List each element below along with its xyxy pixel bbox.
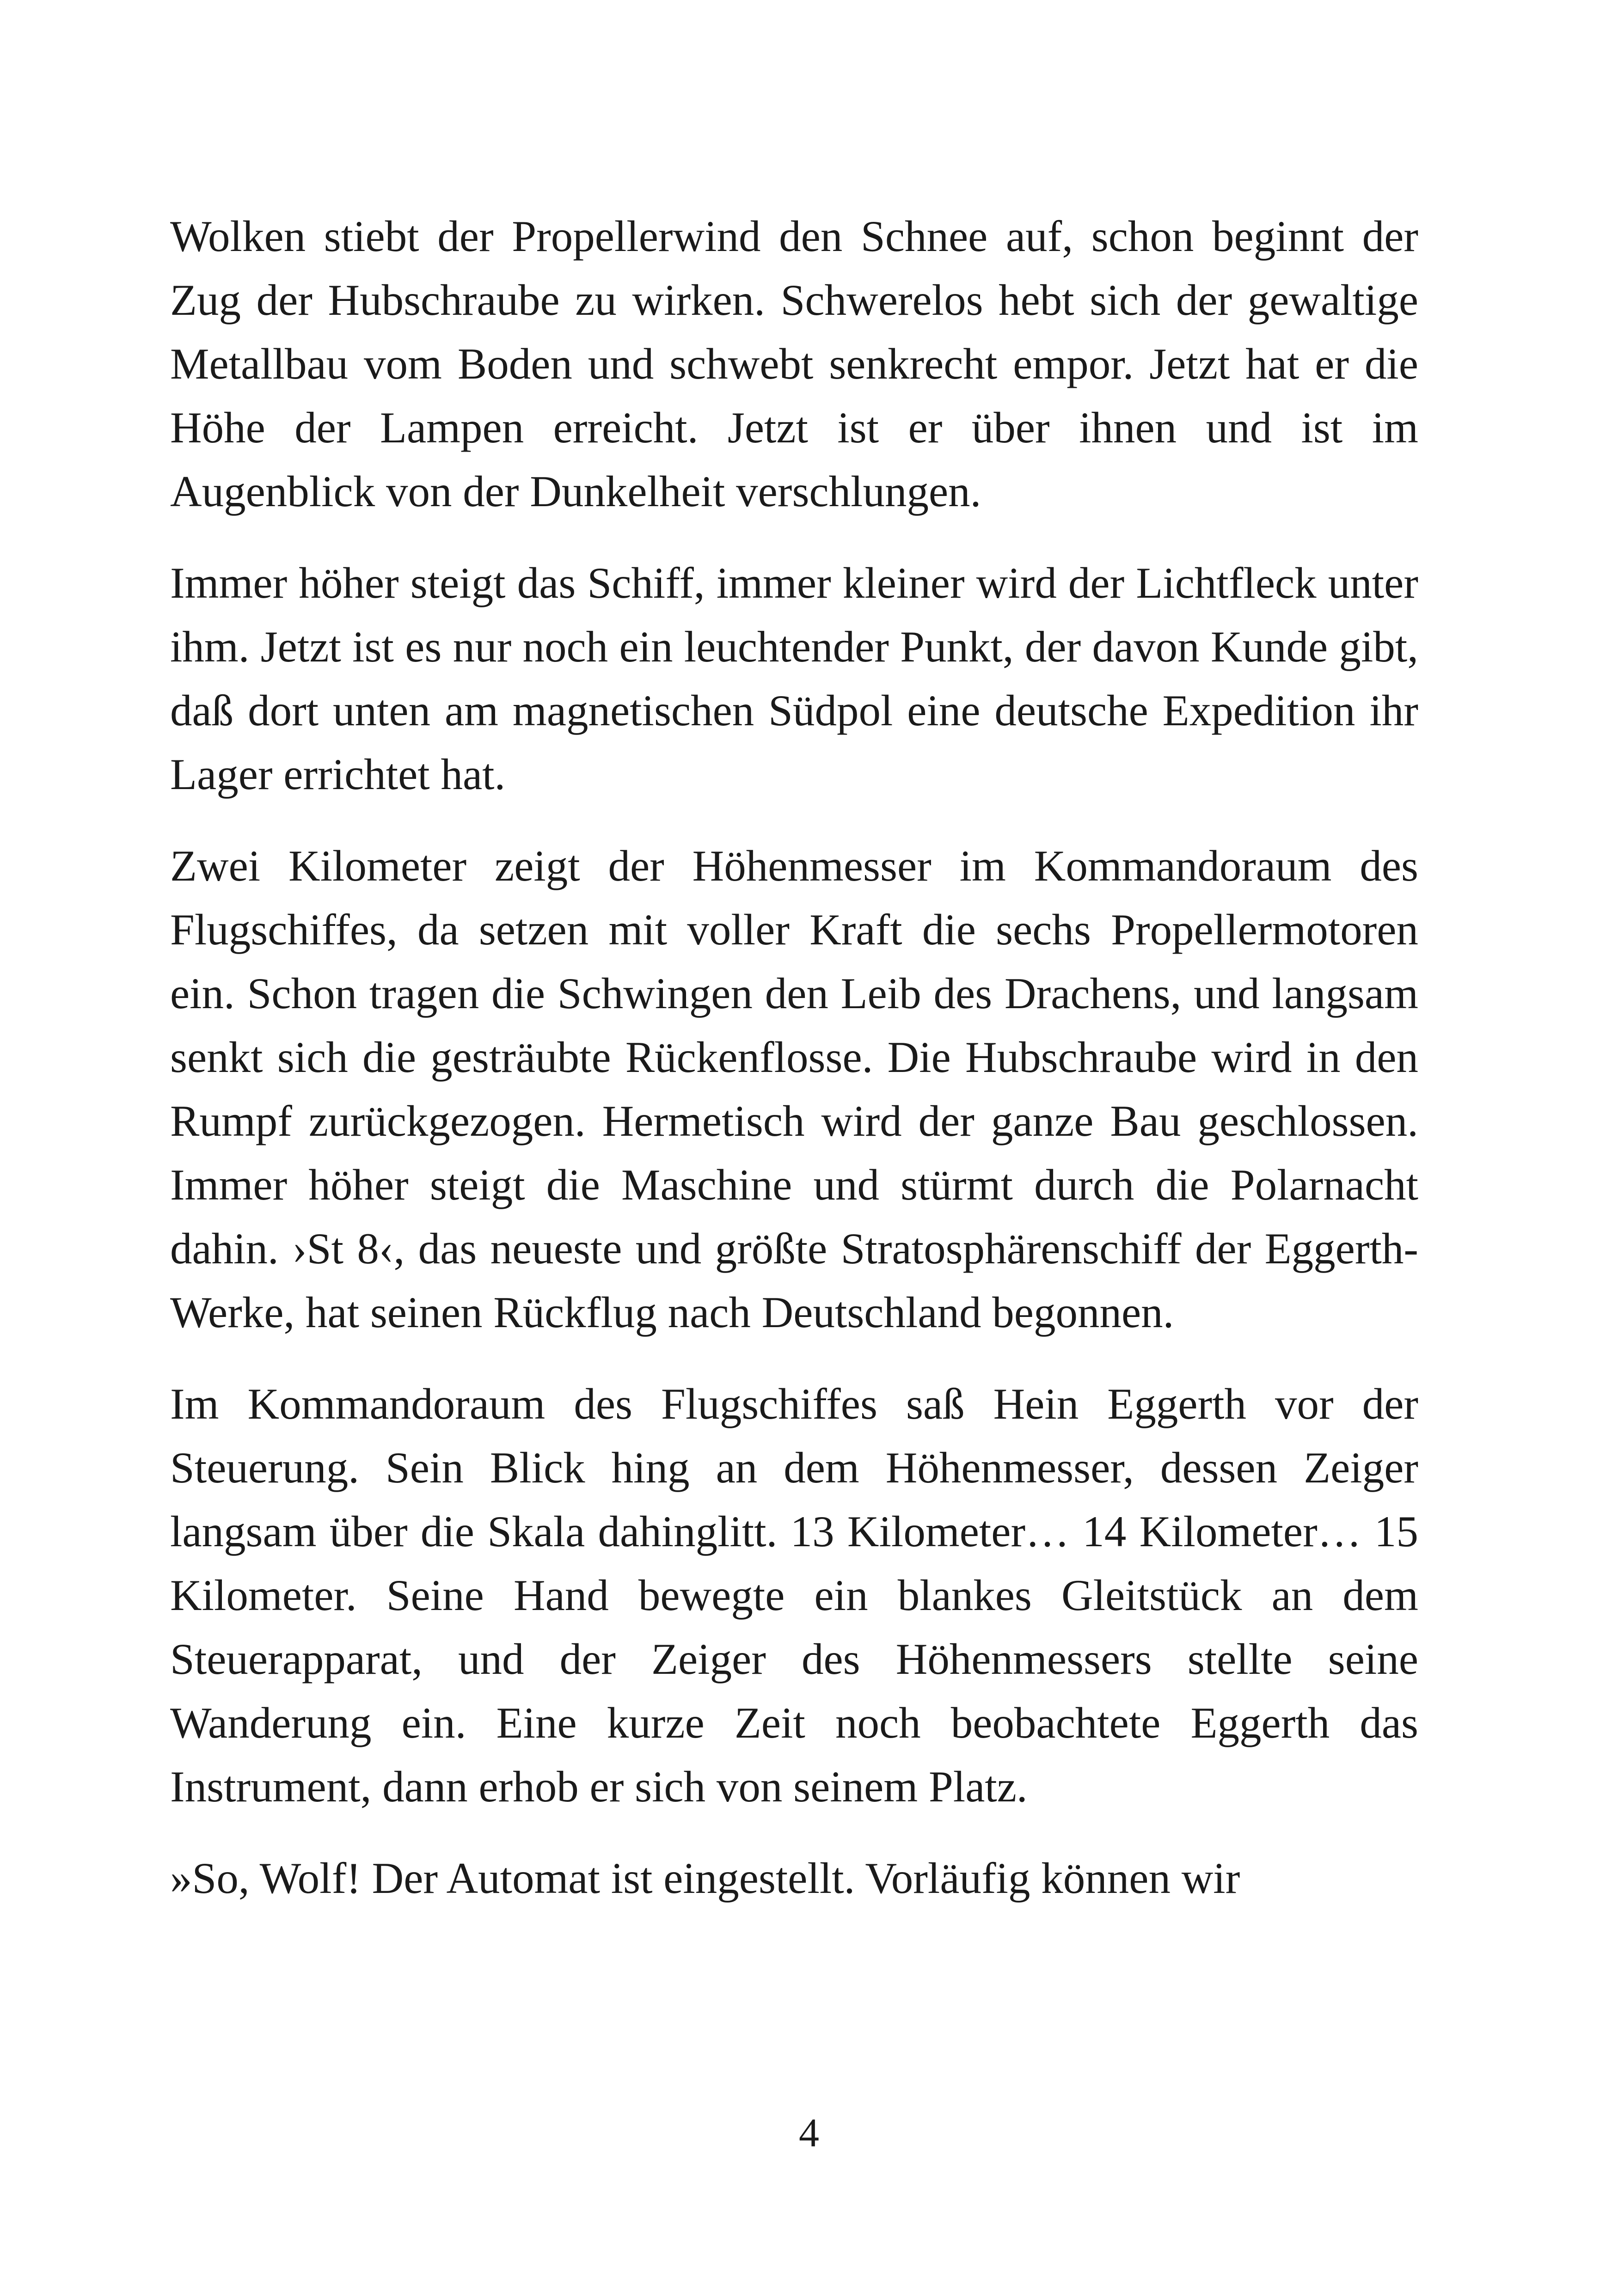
body-text (170, 204, 1418, 1910)
paragraph-3: Zwei Kilometer zeigt der Höhenmesser im Kommandoraum des Flugschiffes, da setzen mit voller Kraft die sechs Propellermotoren ein. Schon tragen die Schwingen den Leib des Drachens, und langsam senkt sich die gesträubte Rückenflosse. Die Hubschraube wird in den Rumpf zurückgezogen. Hermetisch wird der ganze Bau geschlossen. Immer höher steigt die Maschine und stürmt durch die Polarnacht dahin. ›St 8‹, das neueste und größte Stratosphärenschiff der Eggerth-Werke, hat seinen Rückflug nach Deutschland begonnen. (170, 841, 1418, 1337)
page-number: 4 (799, 2111, 819, 2155)
paragraph-1: Wolken stiebt der Propellerwind den Schnee auf, schon beginnt der Zug der Hubschraube zu wirken. Schwerelos hebt sich der gewaltige Metallbau vom Boden und schwebt senkrecht empor. Jetzt hat er die Höhe der Lampen erreicht. Jetzt ist er über ihnen und ist im Augenblick von der Dunkelheit verschlungen. (170, 212, 1418, 516)
paragraph-2: Immer höher steigt das Schiff, immer kleiner wird der Lichtfleck unter ihm. Jetzt ist es nur noch ein leuchtender Punkt, der davon Kunde gibt, daß dort unten am magnetischen Südpol eine deutsche Expedition ihr Lager errichtet hat. (170, 558, 1418, 799)
paragraph-5: »So, Wolf! Der Automat ist eingestellt. Vorläufig können wir (170, 1854, 1240, 1903)
paragraph-4: Im Kommandoraum des Flugschiffes saß Hein Eggerth vor der Steuerung. Sein Blick hing an dem Höhenmesser, dessen Zeiger langsam über die Skala dahinglitt. 13 Kilometer… 14 Kilometer… 15 Kilometer. Seine Hand bewegte ein blankes Gleitstück an dem Steuerapparat, und der Zeiger des Höhenmessers stellte seine Wanderung ein. Eine kurze Zeit noch beobachtete Eggerth das Instrument, dann erhob er sich von seinem Platz. (170, 1379, 1418, 1811)
